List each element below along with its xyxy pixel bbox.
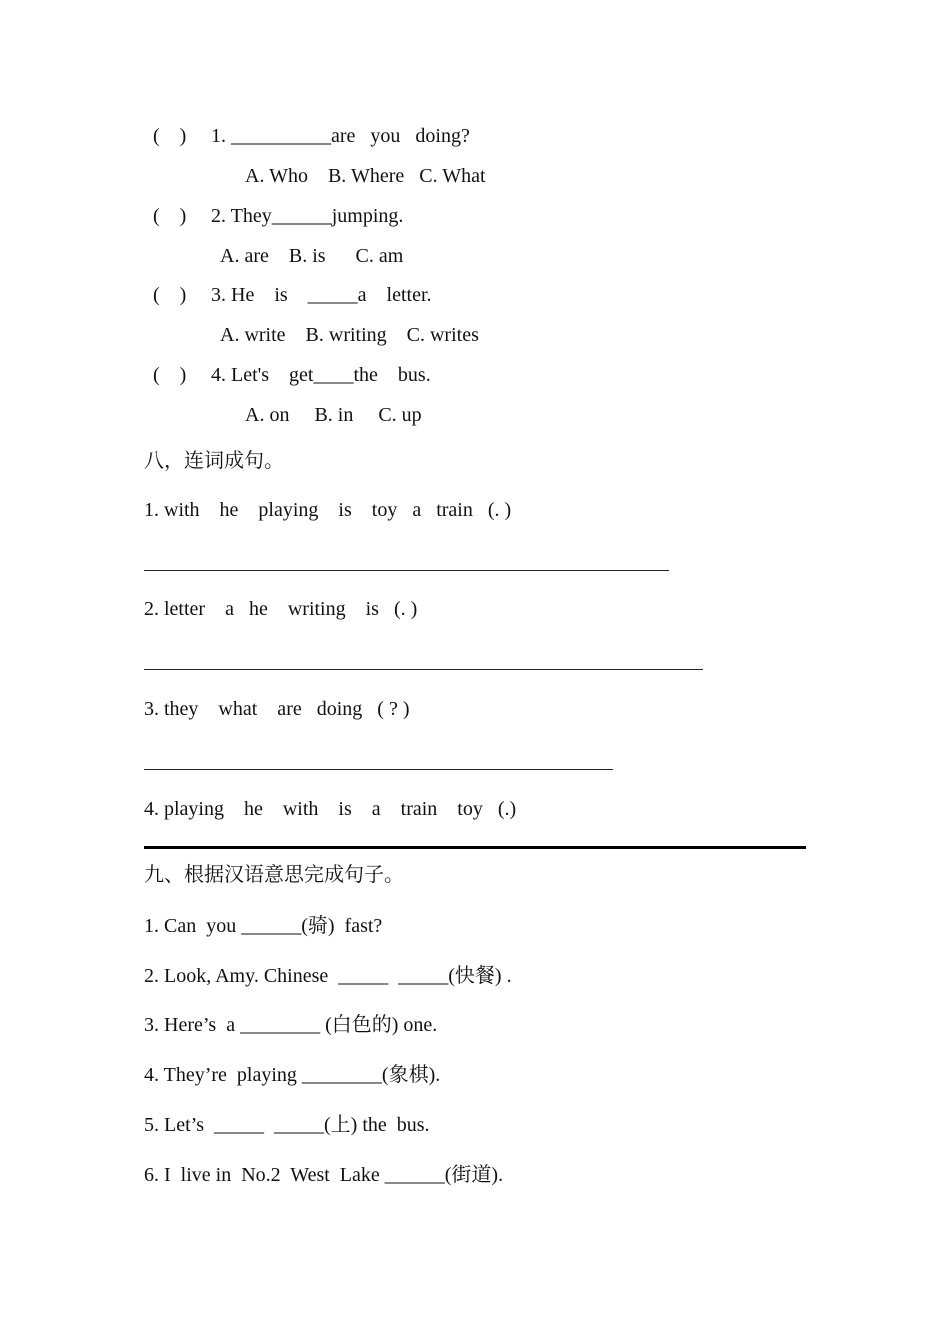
sentence-4: 4. They’re playing ________(象棋). (144, 1062, 441, 1086)
sentence-2: 2. Look, Amy. Chinese _____ _____(快餐) . (144, 963, 512, 987)
reorder-item-3: 3. they what are doing ( ? ) (144, 698, 410, 720)
sentence-6: 6. I live in No.2 West Lake ______(街道). (144, 1162, 504, 1186)
sentence-5: 5. Let’s _____ _____(上) the bus. (144, 1112, 430, 1136)
q2-stem: 2. They______jumping. (211, 205, 404, 227)
sentence-3: 3. Here’s a ________ (白色的) one. (144, 1012, 438, 1036)
q4-options: A. on B. in C. up (245, 404, 422, 426)
reorder-item-2: 2. letter a he writing is (. ) (144, 598, 418, 620)
q1-options: A. Who B. Where C. What (245, 165, 486, 187)
hint-2: 快餐 (454, 963, 495, 987)
q2-paren[interactable]: ( ) (153, 205, 187, 227)
hint-1: 骑 (307, 913, 328, 937)
section9-heading: 九、根据汉语意思完成句子。 (144, 862, 404, 886)
answer-line-1[interactable] (144, 570, 669, 571)
q3-stem: 3. He is _____a letter. (211, 284, 432, 306)
q1-stem: 1. __________are you doing? (211, 125, 470, 147)
hint-4: 象棋 (388, 1062, 429, 1086)
answer-line-4[interactable] (144, 846, 806, 849)
answer-line-2[interactable] (144, 669, 703, 670)
hint-6: 街道 (451, 1162, 492, 1186)
answer-line-3[interactable] (144, 769, 613, 770)
q4-paren[interactable]: ( ) (153, 364, 187, 386)
q2-options: A. are B. is C. am (220, 245, 404, 267)
reorder-item-4: 4. playing he with is a train toy (.) (144, 798, 517, 820)
section8-heading: 八，连词成句。 (144, 448, 284, 472)
sentence-1: 1. Can you ______(骑) fast? (144, 913, 383, 937)
hint-5: 上 (330, 1112, 351, 1136)
q4-stem: 4. Let's get____the bus. (211, 364, 431, 386)
hint-3: 白色的 (331, 1012, 392, 1036)
reorder-item-1: 1. with he playing is toy a train (. ) (144, 499, 512, 521)
q3-paren[interactable]: ( ) (153, 284, 187, 306)
q1-paren[interactable]: ( ) (153, 125, 187, 147)
q3-options: A. write B. writing C. writes (220, 324, 479, 346)
